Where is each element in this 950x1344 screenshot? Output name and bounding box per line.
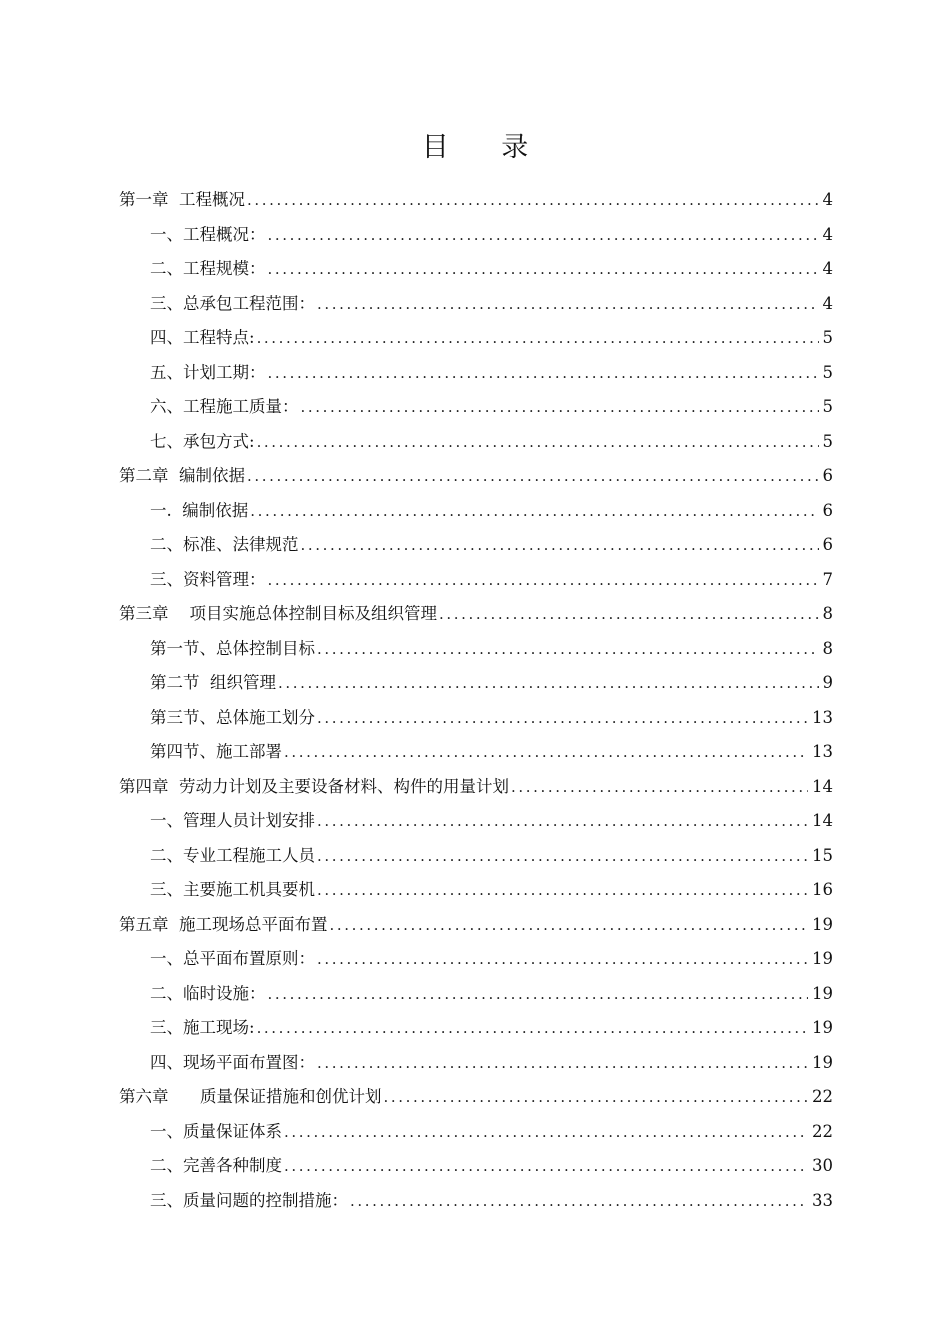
toc-entry-title: 二、专业工程施工人员: [150, 845, 315, 865]
toc-page-number: 19: [812, 983, 833, 1003]
toc-page-number: 14: [812, 811, 833, 830]
toc-page-number: 4: [822, 259, 833, 278]
toc-dot-leader: [317, 632, 819, 667]
toc-dot-leader: [317, 942, 808, 977]
toc-section-entry[interactable]: [119, 425, 833, 460]
toc-entry-title: 二、完善各种制度: [150, 1156, 282, 1175]
toc-page-number: 16: [812, 880, 833, 899]
toc-chapter-entry[interactable]: [119, 908, 833, 943]
toc-entry-title: 六、工程施工质量：: [150, 397, 299, 416]
toc-page-number: 19: [812, 914, 833, 934]
toc-dot-leader: [257, 425, 819, 460]
toc-page-number: 22: [812, 1121, 833, 1141]
toc-dot-leader: [317, 873, 808, 908]
toc-entry-title: 第二节 组织管理: [150, 673, 276, 692]
toc-page-number: 22: [812, 1087, 833, 1106]
toc-entry-title: 五、计划工期：: [150, 362, 266, 382]
toc-entry-title: 二、工程规模：: [150, 259, 266, 278]
toc-section-entry[interactable]: [119, 666, 833, 701]
toc-dot-leader: [257, 1011, 808, 1046]
toc-dot-leader: [330, 908, 809, 943]
toc-page-number: 13: [812, 742, 833, 761]
toc-section-entry[interactable]: [119, 563, 833, 598]
toc-chapter-entry[interactable]: [119, 597, 833, 632]
toc-page-number: 6: [822, 535, 833, 554]
toc-section-entry[interactable]: [119, 977, 833, 1012]
toc-dot-leader: [268, 356, 819, 391]
toc-page-number: 19: [812, 1052, 833, 1072]
toc-page-number: 5: [822, 362, 833, 382]
toc-section-entry[interactable]: [119, 839, 833, 874]
toc-chapter-entry[interactable]: [119, 770, 833, 805]
toc-dot-leader: [439, 597, 819, 632]
toc-dot-leader: [317, 804, 808, 839]
toc-section-entry[interactable]: [119, 494, 833, 529]
toc-dot-leader: [284, 1149, 808, 1184]
toc-section-entry[interactable]: [119, 873, 833, 908]
toc-dot-leader: [268, 218, 819, 253]
toc-section-entry[interactable]: [119, 1046, 833, 1081]
toc-section-entry[interactable]: [119, 252, 833, 287]
toc-entry-title: 一、工程概况：: [150, 224, 266, 244]
toc-section-entry[interactable]: [119, 287, 833, 322]
toc-page-number: 8: [822, 638, 833, 658]
toc-dot-leader: [317, 839, 808, 874]
toc-page-number: 4: [822, 293, 833, 313]
toc-section-entry[interactable]: [119, 804, 833, 839]
toc-section-entry[interactable]: [119, 735, 833, 770]
toc-section-entry[interactable]: [119, 1184, 833, 1219]
toc-entry-title: 第三节、总体施工划分: [150, 707, 315, 727]
toc-entry-title: 四、工程特点:: [150, 328, 255, 347]
toc-section-entry[interactable]: [119, 942, 833, 977]
toc-entry-title: 第一章 工程概况: [119, 190, 245, 209]
toc-entry-title: 四、现场平面布置图：: [150, 1052, 315, 1072]
toc-entry-title: 第五章 施工现场总平面布置: [119, 914, 328, 934]
toc-section-entry[interactable]: [119, 1115, 833, 1150]
toc-dot-leader: [317, 287, 819, 322]
toc-entry-title: 第二章 编制依据: [119, 466, 245, 485]
toc-dot-leader: [284, 1115, 808, 1150]
table-of-contents: [119, 183, 833, 1218]
toc-dot-leader: [350, 1184, 808, 1219]
toc-entry-title: 三、总承包工程范围：: [150, 293, 315, 313]
toc-dot-leader: [284, 735, 808, 770]
toc-entry-title: 一、管理人员计划安排: [150, 811, 315, 830]
toc-entry-title: 二、临时设施：: [150, 983, 266, 1003]
toc-page-number: 4: [822, 190, 833, 209]
toc-page-number: 14: [812, 776, 833, 796]
toc-entry-title: 三、质量问题的控制措施：: [150, 1190, 348, 1210]
toc-entry-title: 三、资料管理：: [150, 569, 266, 589]
toc-chapter-entry[interactable]: [119, 183, 833, 218]
toc-entry-title: 一、质量保证体系: [150, 1121, 282, 1141]
toc-entry-title: 第四节、施工部署: [150, 742, 282, 761]
toc-section-entry[interactable]: [119, 321, 833, 356]
toc-entry-title: 一. 编制依据: [150, 500, 249, 520]
toc-page-number: 8: [822, 604, 833, 623]
toc-entry-title: 三、施工现场:: [150, 1018, 255, 1037]
toc-dot-leader: [383, 1080, 808, 1115]
toc-dot-leader: [268, 563, 819, 598]
toc-page-number: 19: [812, 1018, 833, 1037]
toc-page-number: 13: [812, 707, 833, 727]
toc-entry-title: 第六章 质量保证措施和创优计划: [119, 1087, 382, 1106]
toc-entry-title: 七、承包方式:: [150, 431, 255, 451]
toc-entry-title: 一、总平面布置原则：: [150, 949, 315, 968]
toc-dot-leader: [247, 459, 819, 494]
toc-page-number: 5: [822, 328, 833, 347]
toc-section-entry[interactable]: [119, 1011, 833, 1046]
toc-dot-leader: [301, 528, 819, 563]
toc-dot-leader: [301, 390, 819, 425]
toc-page-number: 7: [822, 569, 833, 589]
toc-entry-title: 第三章 项目实施总体控制目标及组织管理: [119, 604, 437, 623]
toc-dot-leader: [250, 494, 818, 529]
toc-section-entry[interactable]: [119, 218, 833, 253]
toc-entry-title: 二、标准、法律规范: [150, 535, 299, 554]
toc-section-entry[interactable]: [119, 390, 833, 425]
toc-title: 目 录: [421, 132, 551, 163]
toc-page-number: 19: [812, 949, 833, 968]
toc-dot-leader: [317, 701, 808, 736]
toc-page-number: 33: [812, 1190, 833, 1210]
toc-page-number: 6: [822, 500, 833, 520]
toc-page-number: 9: [822, 673, 833, 692]
toc-chapter-entry[interactable]: [119, 1080, 833, 1115]
toc-chapter-entry[interactable]: [119, 459, 833, 494]
toc-dot-leader: [268, 252, 819, 287]
toc-page-number: 4: [822, 224, 833, 244]
toc-dot-leader: [511, 770, 808, 805]
toc-page-number: 6: [822, 466, 833, 485]
toc-page-number: 30: [812, 1156, 833, 1175]
toc-section-entry[interactable]: [119, 701, 833, 736]
toc-dot-leader: [317, 1046, 808, 1081]
toc-entry-title: 三、主要施工机具要机: [150, 880, 315, 899]
toc-entry-title: 第一节、总体控制目标: [150, 638, 315, 658]
toc-page-number: 5: [822, 397, 833, 416]
toc-section-entry[interactable]: [119, 1149, 833, 1184]
toc-page-number: 15: [812, 845, 833, 865]
toc-page-number: 5: [822, 431, 833, 451]
toc-dot-leader: [268, 977, 809, 1012]
toc-dot-leader: [257, 321, 819, 356]
toc-section-entry[interactable]: [119, 632, 833, 667]
toc-entry-title: 第四章 劳动力计划及主要设备材料、构件的用量计划: [119, 776, 509, 796]
toc-section-entry[interactable]: [119, 356, 833, 391]
toc-dot-leader: [247, 183, 819, 218]
toc-dot-leader: [278, 666, 819, 701]
toc-section-entry[interactable]: [119, 528, 833, 563]
